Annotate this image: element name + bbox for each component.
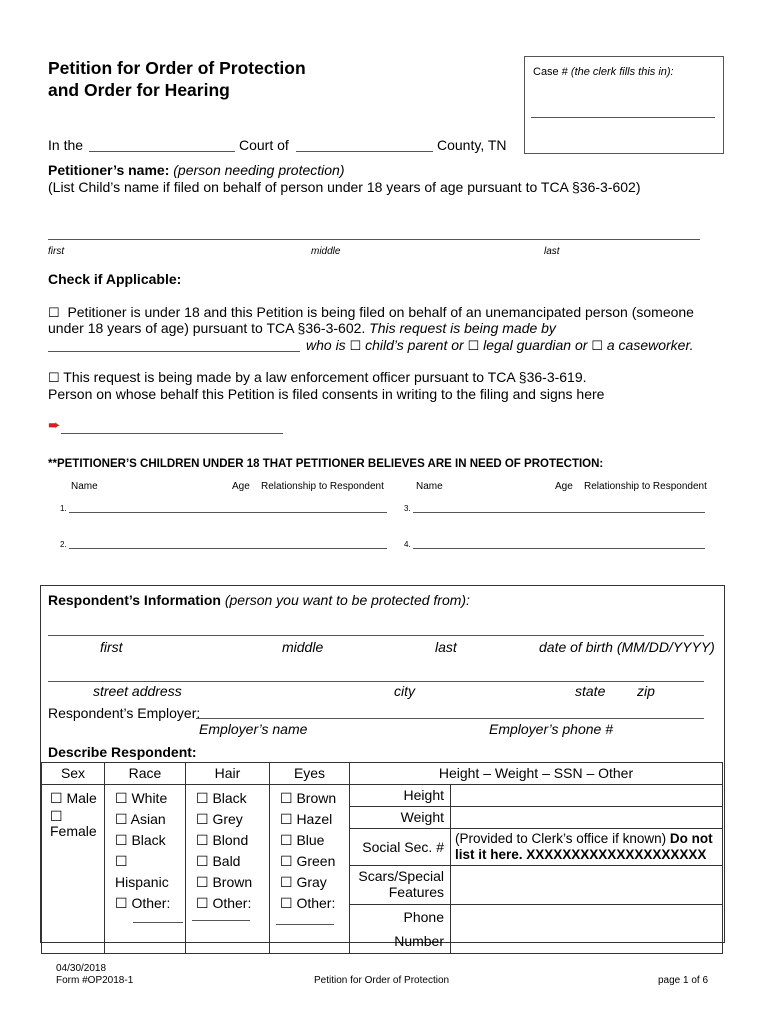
middle-label: middle xyxy=(311,246,341,257)
court-of-label: Court of xyxy=(239,137,289,153)
employer-field[interactable] xyxy=(196,703,704,719)
scars-field[interactable] xyxy=(451,866,723,905)
petitioner-child-note: (List Child’s name if filed on behalf of person under 18 years of age pursuant to TCA §36-3-602) xyxy=(48,179,641,195)
describe-table xyxy=(41,762,723,954)
child-field-4[interactable] xyxy=(413,538,705,549)
employer-name-label: Employer’s name xyxy=(199,721,308,737)
hair-option[interactable]: ☐ Brown xyxy=(196,874,253,890)
state-label: state xyxy=(575,683,606,699)
scars-label: Scars/Special Features xyxy=(350,866,451,905)
case-label: Case # xyxy=(533,66,571,78)
respondent-address-field[interactable] xyxy=(48,666,704,682)
requester-name-field[interactable] xyxy=(48,336,300,352)
race-other-field[interactable] xyxy=(133,922,183,923)
resp-first-label: first xyxy=(100,639,123,655)
sex-female-label: Female xyxy=(50,823,97,839)
law-enforcement-checkbox[interactable]: ☐ xyxy=(48,370,60,385)
eyes-option[interactable]: ☐ Brown xyxy=(280,790,337,806)
eyes-option[interactable]: ☐ Other: xyxy=(280,895,336,911)
resp-dob-label: date of birth (MM/DD/YYYY) xyxy=(539,639,715,655)
hair-options xyxy=(186,785,270,954)
page-title xyxy=(48,57,306,101)
check-applicable-heading: Check if Applicable: xyxy=(48,271,182,287)
petitioner-name-label: Petitioner’s name: (person needing protection) xyxy=(48,162,345,178)
first-label: first xyxy=(48,246,65,257)
law-enforcement-option: ☐ This request is being made by a law enforcement officer pursuant to TCA §36-3-619. xyxy=(48,369,587,385)
col-rel-2: Relationship to Respondent xyxy=(584,481,707,492)
sex-female-checkbox[interactable]: ☐ xyxy=(50,808,63,824)
zip-label: zip xyxy=(637,683,655,699)
county-field[interactable] xyxy=(296,136,433,152)
race-option[interactable]: ☐ Hispanic xyxy=(115,853,169,890)
footer-left xyxy=(56,963,133,987)
child-field-2[interactable] xyxy=(69,538,387,549)
ssn-label: Social Sec. # xyxy=(350,829,451,866)
petitioner-name-field[interactable] xyxy=(48,224,700,240)
respondent-heading: Respondent’s Information (person you want to be protected from): xyxy=(48,592,470,608)
hair-header: Hair xyxy=(186,763,270,785)
county-label: County, TN xyxy=(437,137,507,153)
phone-field[interactable] xyxy=(451,905,723,954)
city-label: city xyxy=(394,683,415,699)
child-field-1[interactable] xyxy=(69,502,387,513)
parent-checkbox[interactable]: ☐ xyxy=(349,338,362,353)
case-number-field[interactable] xyxy=(531,117,715,118)
hair-option[interactable]: ☐ Other: xyxy=(196,895,252,911)
height-label: Height xyxy=(350,785,451,807)
guardian-checkbox[interactable]: ☐ xyxy=(467,338,480,353)
hair-option[interactable]: ☐ Blond xyxy=(196,832,249,848)
title-line-2: and Order for Hearing xyxy=(48,80,230,100)
eyes-option[interactable]: ☐ Blue xyxy=(280,832,325,848)
weight-field[interactable] xyxy=(451,807,723,829)
consent-text: Person on whose behalf this Petition is filed consents in writing to the filing and signs here xyxy=(48,386,605,402)
race-options xyxy=(105,785,186,954)
minor-checkbox[interactable]: ☐ xyxy=(48,305,60,320)
street-label: street address xyxy=(93,683,182,699)
sex-header: Sex xyxy=(42,763,105,785)
col-age-1: Age xyxy=(232,481,250,492)
case-note: (the clerk fills this in): xyxy=(570,66,674,78)
eyes-option[interactable]: ☐ Green xyxy=(280,853,336,869)
sex-male-option[interactable]: ☐ Male xyxy=(50,790,97,806)
hair-option[interactable]: ☐ Grey xyxy=(196,811,243,827)
child-field-3[interactable] xyxy=(413,502,705,513)
col-rel-1: Relationship to Respondent xyxy=(261,481,384,492)
footer-page: page 1 of 6 xyxy=(658,975,709,986)
requester-role-options: who is ☐ child’s parent or ☐ legal guardian or ☐ a caseworker. xyxy=(306,337,694,353)
title-line-1: Petition for Order of Protection xyxy=(48,58,306,78)
children-heading: **PETITIONER’S CHILDREN UNDER 18 THAT PETITIONER BELIEVES ARE IN NEED OF PROTECTION: xyxy=(48,458,604,470)
height-field[interactable] xyxy=(451,785,723,807)
resp-middle-label: middle xyxy=(282,639,324,655)
race-option[interactable]: ☐ Asian xyxy=(115,811,166,827)
eyes-option[interactable]: ☐ Hazel xyxy=(280,811,333,827)
minor-option: ☐ Petitioner is under 18 and this Petition is being filed on behalf of an unemancipated person (someone xyxy=(48,304,694,320)
footer-form: Form #OP2018-1 xyxy=(56,975,134,986)
child-num-2: 2. xyxy=(60,540,67,549)
signature-field[interactable] xyxy=(61,418,283,434)
eyes-header: Eyes xyxy=(270,763,350,785)
arrow-icon: ➨ xyxy=(48,417,61,434)
respondent-name-field[interactable] xyxy=(48,620,704,636)
phone-label: Phone Number xyxy=(350,905,451,954)
employer-label: Respondent’s Employer: xyxy=(48,705,201,721)
describe-heading: Describe Respondent: xyxy=(48,744,197,760)
hair-option[interactable]: ☐ Black xyxy=(196,790,247,806)
child-num-4: 4. xyxy=(404,540,411,549)
employer-phone-label: Employer’s phone # xyxy=(489,721,614,737)
case-number-box xyxy=(524,56,724,154)
col-name-1: Name xyxy=(71,481,98,492)
race-option[interactable]: ☐ White xyxy=(115,790,168,806)
court-type-field[interactable] xyxy=(89,136,235,152)
sex-options xyxy=(42,785,105,954)
eyes-options xyxy=(270,785,350,954)
caseworker-checkbox[interactable]: ☐ xyxy=(591,338,603,353)
child-num-1: 1. xyxy=(60,504,67,513)
other-header: Height – Weight – SSN – Other xyxy=(350,763,723,785)
hair-other-field[interactable] xyxy=(192,920,250,921)
col-name-2: Name xyxy=(416,481,443,492)
ssn-note: (Provided to Clerk’s office if known) Do not list it here. XXXXXXXXXXXXXXXXXXXX xyxy=(451,829,723,866)
footer-center: Petition for Order of Protection xyxy=(314,975,450,986)
race-option[interactable]: ☐ Black xyxy=(115,832,166,848)
resp-last-label: last xyxy=(435,639,457,655)
child-num-3: 3. xyxy=(404,504,411,513)
col-age-2: Age xyxy=(555,481,573,492)
eyes-option[interactable]: ☐ Gray xyxy=(280,874,327,890)
footer-date: 04/30/2018 xyxy=(56,963,107,974)
race-option[interactable]: ☐ Other: xyxy=(115,895,171,911)
race-header: Race xyxy=(105,763,186,785)
weight-label: Weight xyxy=(350,807,451,829)
hair-option[interactable]: ☐ Bald xyxy=(196,853,241,869)
eyes-other-field[interactable] xyxy=(276,924,334,925)
last-label: last xyxy=(544,246,560,257)
in-the-label: In the xyxy=(48,137,84,153)
